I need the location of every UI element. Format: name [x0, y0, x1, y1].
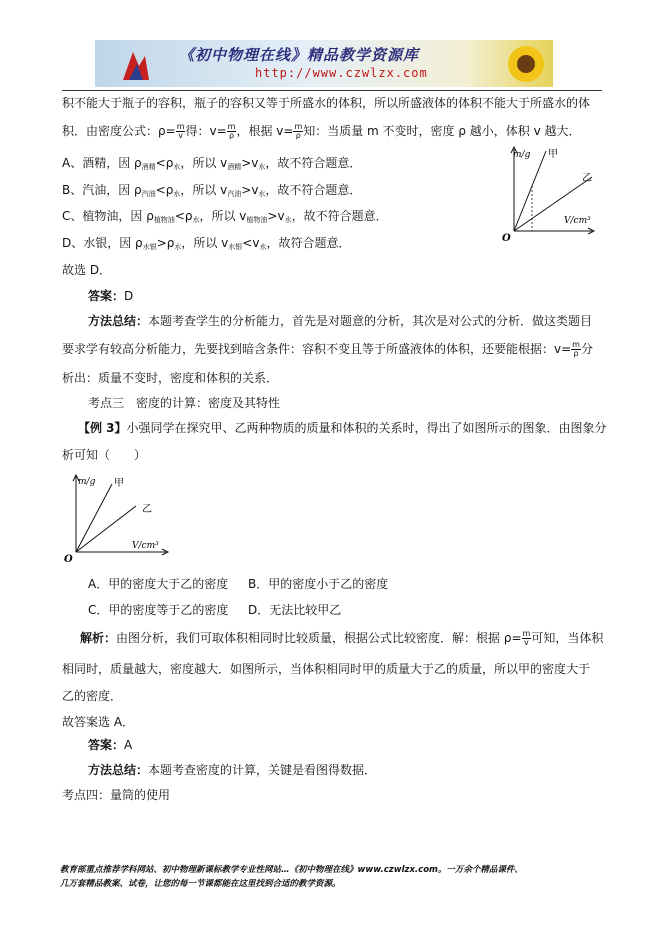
method-summary-1-line-3: 析出：质量不变时，密度和体积的关系． — [62, 371, 279, 385]
example-3-analysis-line-1: 解析：由图分析，我们可取体积相同时比较质量，根据公式比较密度．解：根据 ρ= $\frac{m}{v}$ 可知，当体积 — [80, 629, 604, 647]
footer-line-2: 几万套精品教案、试卷，让您的每一节课都能在这里找到合适的教学资源。 — [60, 879, 341, 889]
example-3-option-a: A．甲的密度大于乙的密度 — [88, 577, 229, 591]
solution-option-d: D、水银，因 $\rho_{水银}>\rho_水$，所以 $v_{水银}<v_水$，故符合题意． — [62, 236, 351, 251]
series-b-label: 乙 — [582, 173, 592, 184]
series-a-label: 甲 — [548, 149, 558, 160]
fraction-m-over-rho: $\frac{m}{\rho}$ — [227, 122, 236, 140]
series-b-label: 乙 — [142, 504, 152, 515]
example-3-conclusion: 故答案选 A． — [62, 715, 135, 729]
answer-row-3: 答案：A — [88, 738, 133, 752]
example-3-option-d: D．无法比较甲乙 — [248, 603, 342, 617]
solution-line-1: 积不能大于瓶子的容积，瓶子的容积又等于所盛水的体积，所以所盛液体的体积不能大于所盛水的体 — [62, 96, 591, 110]
series-a-label: 甲 — [114, 478, 124, 489]
header-banner — [95, 40, 553, 87]
example-3-question-line-2: 析可知（ ） — [62, 448, 147, 462]
example-3-analysis-line-2: 相同时，质量越大，密度越大．如图所示，当体积相同时甲的质量大于乙的质量，所以甲的密度大于 — [62, 662, 591, 676]
sunflower-icon — [505, 43, 547, 85]
fraction-m-over-v: $\frac{m}{v}$ — [176, 122, 185, 140]
method-summary-1-line-2: 要求学有较高分析能力，先要找到暗含条件：容积不变且等于所盛液体的体积，还要能根据：v= $\frac{m}{\rho}$ 分 — [62, 340, 593, 358]
header-url: http://www.czwlzx.com — [255, 66, 428, 80]
x-axis-label: V/cm³ — [564, 216, 591, 226]
mass-volume-graph-1 — [496, 143, 604, 245]
solution-option-c: C、植物油，因 $\rho_{植物油}<\rho_水$，所以 $v_{植物油}>v_水$，故不符合题意． — [62, 209, 388, 224]
example-3-option-b: B．甲的密度小于乙的密度 — [248, 577, 389, 591]
header-title: 《初中物理在线》精品教学资源库 — [179, 46, 420, 64]
origin-label: O — [502, 233, 511, 244]
answer-row-1: 答案：D — [88, 289, 134, 303]
example-3-question-line-1: 【例 3】小强同学在探究甲、乙两种物质的质量和体积的关系时，得出了如图所示的图象．由图象分 — [78, 421, 607, 435]
section-heading-3: 考点三 密度的计算：密度及其特性 — [88, 396, 281, 410]
site-logo-icon — [115, 46, 155, 84]
x-axis-label: V/cm³ — [132, 541, 159, 551]
solution-option-b: B、汽油，因 $\rho_{汽油}<\rho_水$，所以 $v_{汽油}>v_水$，故不符合题意． — [62, 183, 362, 198]
solution-option-a: A、酒精，因 $\rho_{酒精}<\rho_水$，所以 $v_{酒精}>v_水$，故不符合题意． — [62, 156, 362, 171]
method-summary-3: 方法总结：本题考查密度的计算，关键是看图得数据． — [88, 763, 377, 777]
example-3-analysis-line-3: 乙的密度． — [62, 689, 123, 703]
header-rule — [62, 90, 602, 91]
solution-conclusion: 故选 D． — [62, 263, 112, 277]
solution-line-2: 积．由密度公式：ρ= $\frac{m}{v}$ 得：v= $\frac{m}{\rho}$ ，根据 v= $\frac{m}{\rho}$ 知：当质量 m 不变时，密度 ρ 越小，体积 v 越大． — [62, 122, 581, 140]
mass-volume-graph-2 — [62, 472, 172, 564]
series-a-line — [514, 151, 546, 231]
method-summary-1-line-1: 方法总结：本题考查学生的分析能力，首先是对题意的分析，其次是对公式的分析．做这类题目 — [88, 314, 593, 328]
y-axis-label: m/g — [513, 150, 531, 160]
origin-label: O — [64, 554, 73, 564]
section-heading-4: 考点四：量筒的使用 — [62, 788, 171, 802]
example-3-option-c: C．甲的密度等于乙的密度 — [88, 603, 229, 617]
series-a-line — [76, 484, 112, 552]
series-b-line — [76, 506, 136, 552]
y-axis-label: m/g — [78, 477, 96, 487]
fraction-m-over-rho: $\frac{m}{\rho}$ — [572, 340, 580, 358]
fraction-m-over-v: $\frac{m}{v}$ — [522, 629, 531, 647]
footer-line-1: 教育部重点推荐学科网站、初中物理新课标教学专业性网站…《初中物理在线》www.czwlzx.com。一万余个精品课件、 — [60, 865, 523, 875]
fraction-m-over-rho: $\frac{m}{\rho}$ — [294, 122, 303, 140]
